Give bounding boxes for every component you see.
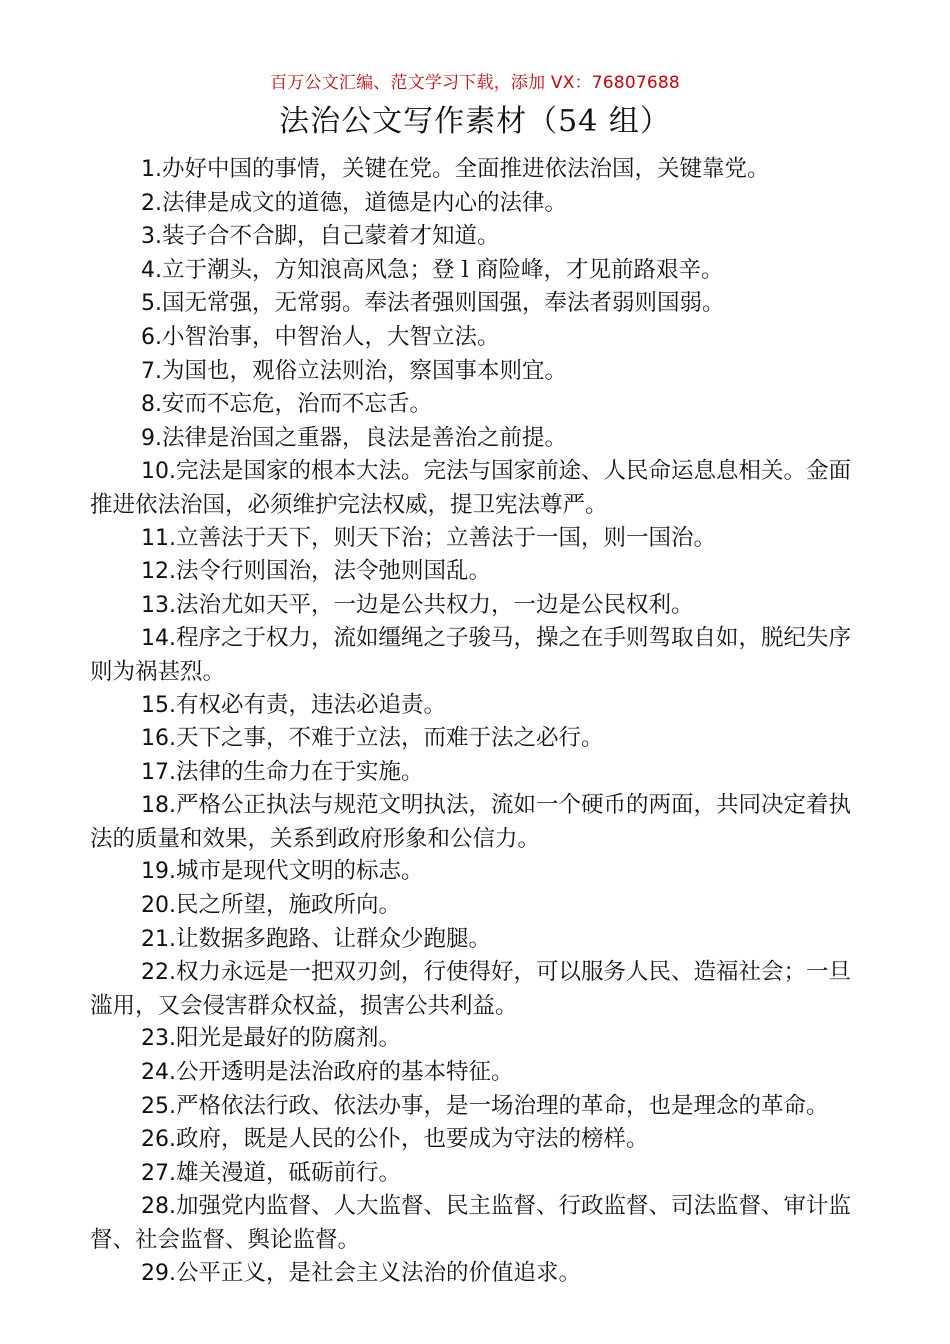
item-number: 27. [141,1160,176,1186]
item-number: 28. [141,1194,176,1220]
item-text: 法律是成文的道德，道德是内心的法律。 [162,189,568,216]
item-text: 法治尤如天平，一边是公共权力，一边是公民权利。 [176,591,694,618]
item-text: 有权必有责，违法必追责。 [176,691,447,718]
item-number: 5. [141,291,162,317]
list-item [90,287,865,321]
item-number: 10. [141,459,176,485]
item-text: 小智治事，中智治人，大智立法。 [162,323,500,350]
item-number: 16. [141,726,176,752]
item-text: 城市是现代文明的标志。 [176,858,424,885]
item-text: 让数据多跑路、让群众少跑腿。 [176,925,492,952]
list-item [90,789,865,855]
item-text: 立于潮头，方知浪高风急；登 l 商险峰，才见前路艰辛。 [162,256,724,283]
item-text: 完法是国家的根本大法。完法与国家前途、人民命运息息相关。金面推进依法治国，必须维护完法权威，提卫宪法尊严。 [90,458,852,518]
item-text: 民之所望，施政所向。 [176,892,402,919]
item-number: 3. [141,224,162,250]
item-number: 20. [141,893,176,919]
item-text: 雄关漫道，砥砺前行。 [176,1159,402,1186]
item-text: 法令行则国治，法令弛则国乱。 [176,558,492,585]
list-item [90,1123,865,1157]
item-text: 权力永远是一把双刃剑，行使得好，可以服务人民、造福社会；一旦滥用，又会侵害群众权益，损害公共利益。 [90,959,852,1019]
item-text: 办好中国的事情，关键在党。全面推进依法治国，关键靠党。 [162,156,770,182]
item-number: 9. [141,425,162,451]
item-number: 6. [141,324,162,350]
item-number: 17. [141,759,176,785]
item-number: 2. [141,190,162,216]
item-number: 4. [141,257,162,283]
item-text: 为国也，观俗立法则治，察国事本则宜。 [162,357,568,384]
list-item [90,455,865,521]
item-number: 19. [141,859,176,885]
item-text: 天下之事，不难于立法，而难于法之必行。 [176,725,604,752]
item-number: 11. [141,525,176,551]
list-item [90,756,865,790]
list-item [90,622,865,688]
item-text: 政府，既是人民的公仆，也要成为守法的榜样。 [176,1126,649,1153]
list-item [90,388,865,422]
list-item [90,923,865,957]
list-item [90,555,865,589]
item-text: 公开透明是法治政府的基本特征。 [176,1059,514,1086]
list-item [90,522,865,556]
item-number: 15. [141,692,176,718]
list-item [90,1257,865,1291]
item-text: 立善法于天下，则天下治；立善法于一国，则一国治。 [176,524,717,551]
item-text: 严格依法行政、依法办事，是一场治理的革命，也是理念的革命。 [176,1092,829,1119]
item-number: 14. [141,626,176,652]
item-text: 安而不忘危，治而不忘舌。 [162,391,433,418]
item-number: 21. [141,926,176,952]
list-item [90,1090,865,1124]
list-item [90,187,865,221]
list-item [90,722,865,756]
item-number: 8. [141,392,162,418]
list-item [90,355,865,389]
list-item [90,422,865,456]
item-text: 程序之于权力，流如缰绳之子骏马，操之在手则驾取自如，脱纪失序则为祸甚烈。 [90,625,852,685]
item-text: 法律是治国之重器，良法是善治之前提。 [162,424,568,451]
item-number: 13. [141,592,176,618]
list-item [90,220,865,254]
item-number: 12. [141,559,176,585]
list-item [90,889,865,923]
page-title: 法治公文写作素材（54 组） [279,104,671,139]
item-number: 26. [141,1127,176,1153]
list-item [90,1022,865,1056]
promo-banner: 百万公文汇编、范文学习下载，添加 VX：76807688 [270,73,680,93]
list-item [90,589,865,623]
list-item [90,321,865,355]
item-text: 装子合不合脚，自己蒙着才知道。 [162,223,500,250]
list-item [90,689,865,723]
item-text: 法律的生命力在于实施。 [176,758,424,785]
item-number: 23. [141,1026,176,1052]
item-text: 公平正义，是社会主义法治的价值追求。 [176,1259,582,1286]
list-item [90,956,865,1022]
list-item [90,855,865,889]
list-item [90,1056,865,1090]
item-text: 阳光是最好的防腐剂。 [176,1025,402,1052]
item-number: 22. [141,960,176,986]
item-number: 25. [141,1093,176,1119]
item-number: 29. [141,1260,176,1286]
item-text: 国无常强，无常弱。奉法者强则国强，奉法者弱则国弱。 [162,290,725,317]
list-item [90,1190,865,1256]
item-list [90,153,865,1290]
list-item [90,153,865,187]
list-item [90,1157,865,1191]
item-text: 加强党内监督、人大监督、民主监督、行政监督、司法监督、审计监督、社会监督、舆论监督。 [90,1193,852,1253]
item-number: 24. [141,1060,176,1086]
item-text: 严格公正执法与规范文明执法，流如一个硬币的两面，共同决定着执法的质量和效果，关系到政府形象和公信力。 [90,792,852,852]
item-number: 7. [141,358,162,384]
item-number: 18. [141,793,176,819]
item-number: 1. [141,157,162,182]
list-item [90,254,865,288]
